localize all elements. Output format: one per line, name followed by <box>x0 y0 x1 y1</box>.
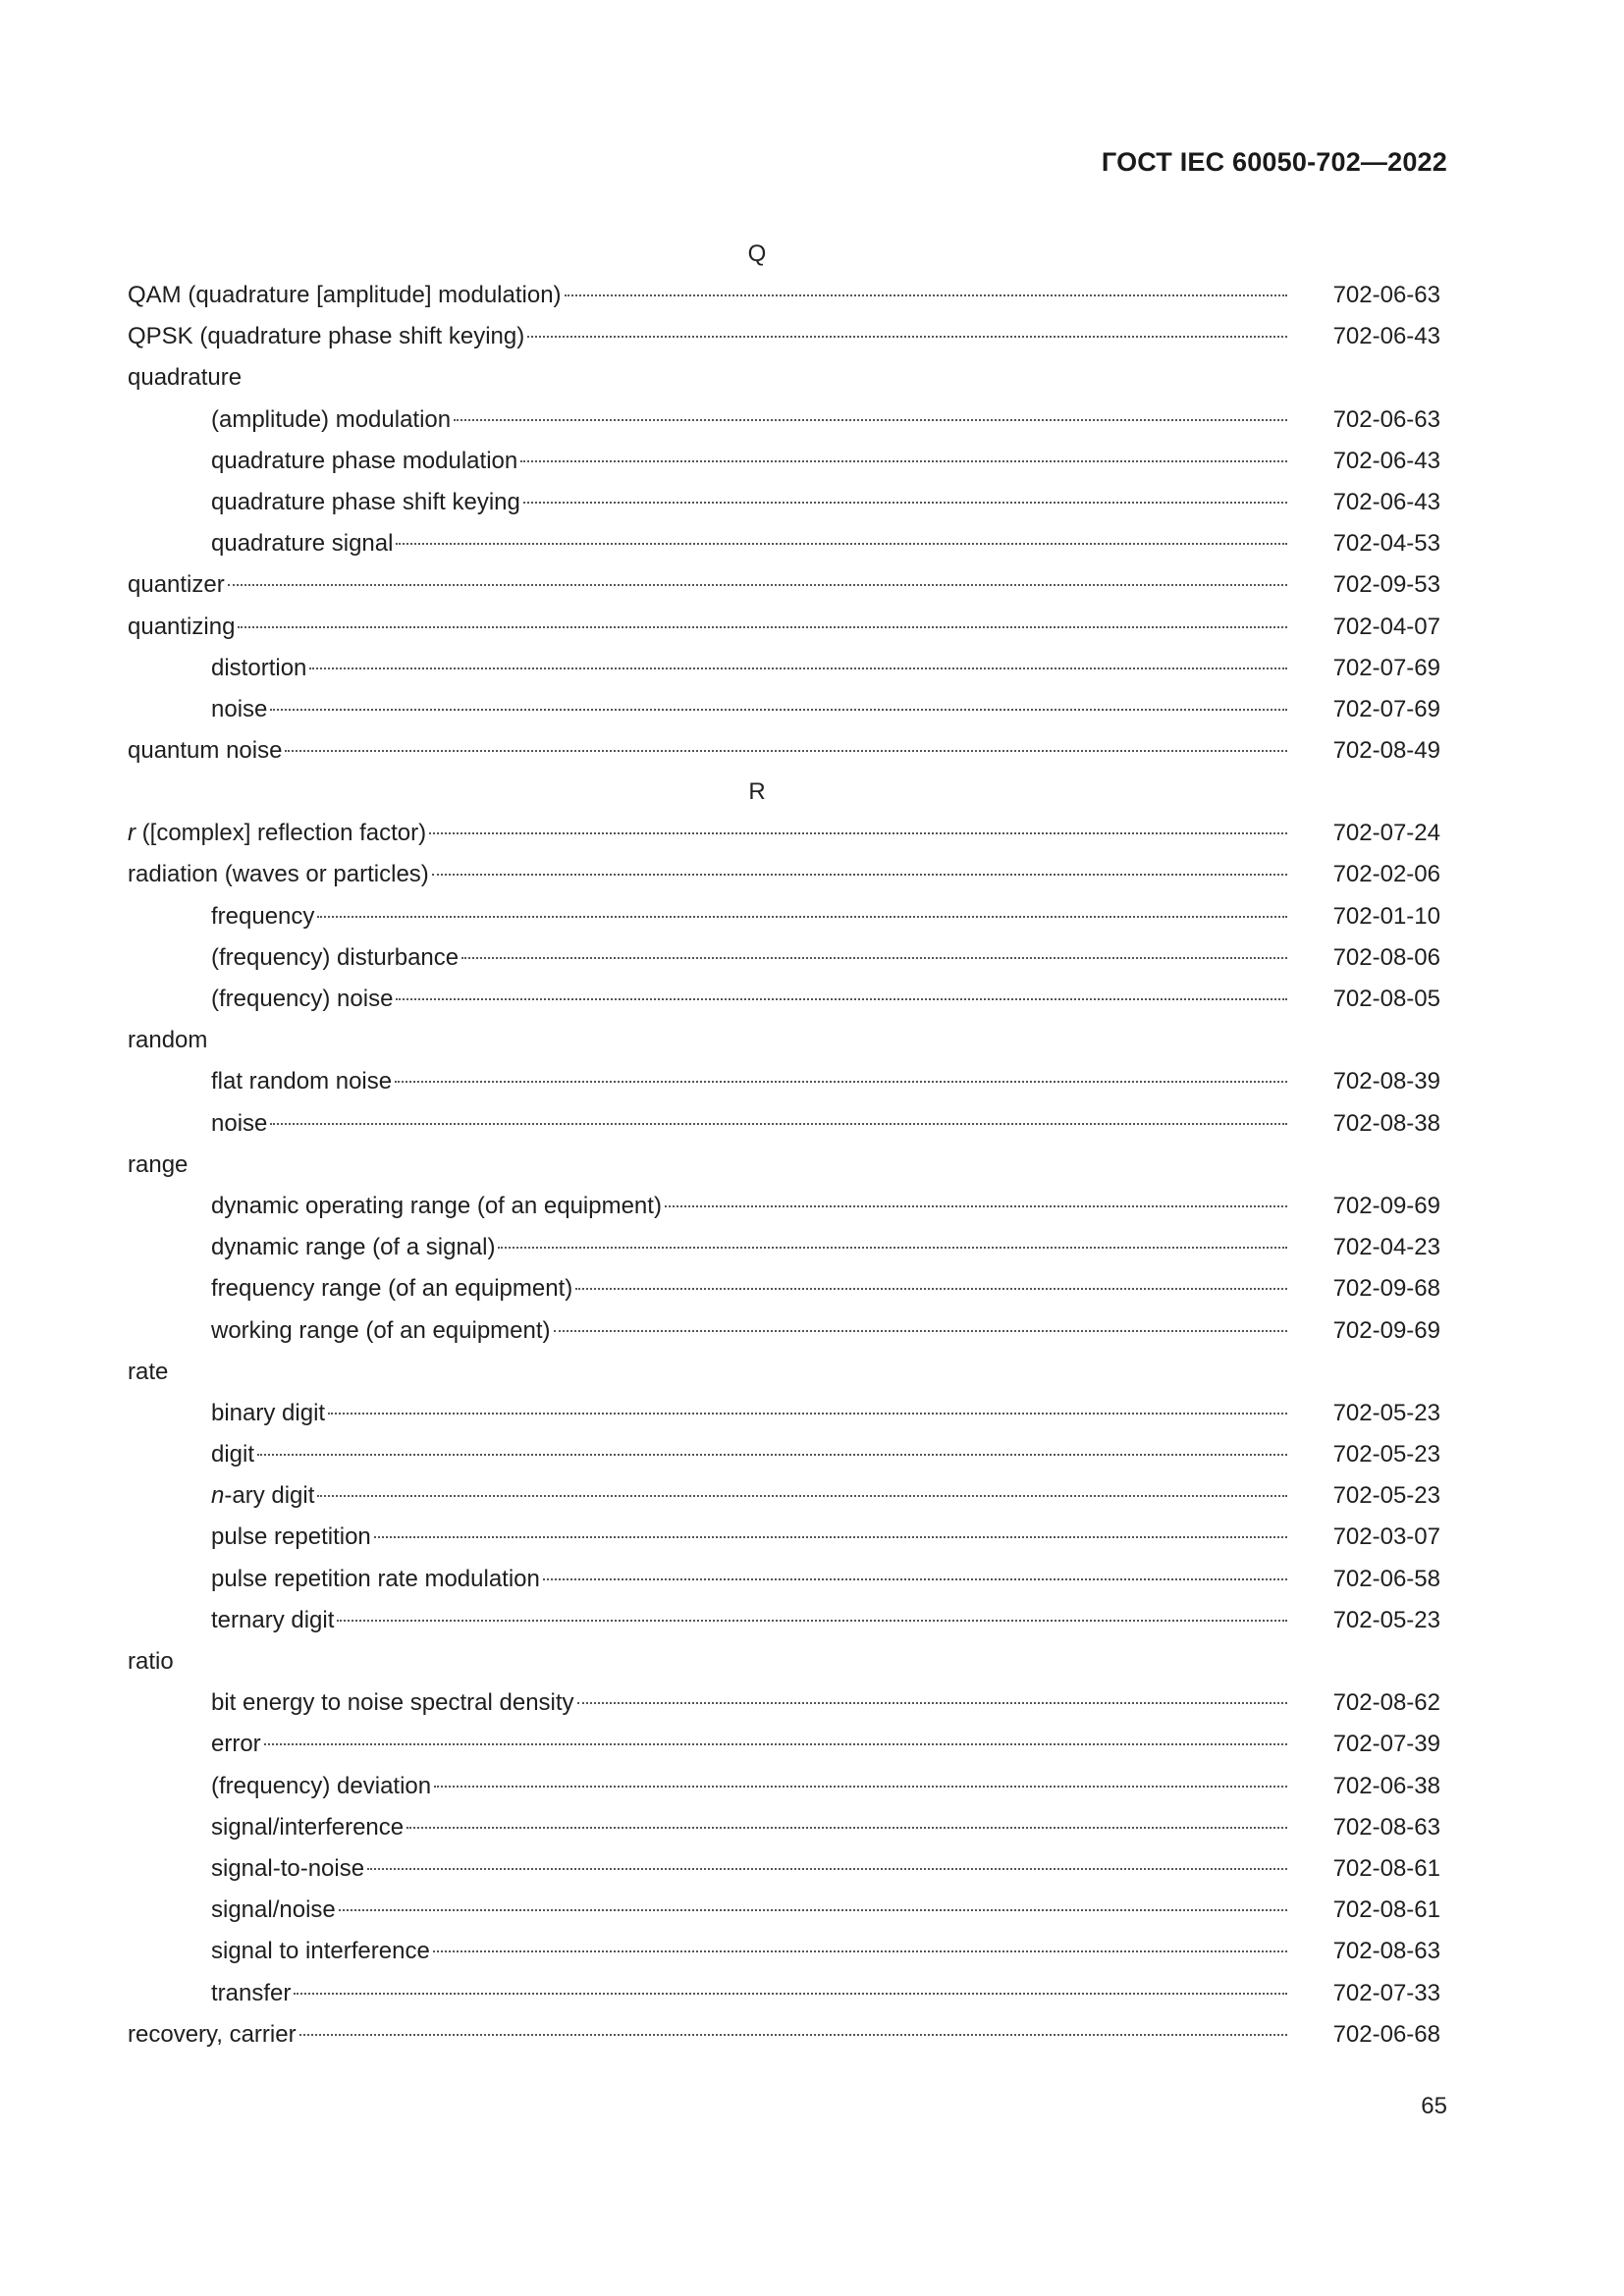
index-term: quadrature signal <box>211 530 394 558</box>
dot-leader <box>433 1950 1287 1952</box>
index-subentry <box>128 441 1440 482</box>
index-subentry <box>128 1393 1440 1434</box>
index-term: QAM (quadrature [amplitude] modulation) <box>128 282 562 308</box>
index-subentry <box>128 1600 1440 1641</box>
index-entry <box>128 1020 1440 1061</box>
index-entry <box>128 1352 1440 1393</box>
index-term: binary digit <box>211 1399 326 1426</box>
dot-leader <box>434 1786 1287 1788</box>
dot-leader <box>520 460 1287 462</box>
index-subentry <box>128 896 1440 937</box>
dot-leader <box>565 294 1287 296</box>
page-header-standard: ГОСТ IEC 60050-702—2022 <box>1101 147 1447 177</box>
dot-leader <box>454 419 1287 421</box>
index-reference: 702-06-38 <box>1332 1772 1440 1799</box>
index-reference: 702-09-68 <box>1332 1275 1440 1303</box>
index-term: signal to interference <box>211 1938 430 1965</box>
dot-leader <box>396 543 1287 545</box>
index-reference: 702-09-53 <box>1332 571 1440 599</box>
index-term: quadrature phase modulation <box>211 447 518 474</box>
dot-leader <box>498 1247 1287 1249</box>
dot-leader <box>317 916 1287 918</box>
dot-leader <box>527 336 1287 338</box>
dot-leader <box>299 2034 1287 2036</box>
dot-leader <box>543 1578 1287 1580</box>
index-reference: 702-03-07 <box>1332 1523 1440 1551</box>
index-entry <box>128 2014 1440 2056</box>
index-entry <box>128 275 1440 316</box>
dot-leader <box>309 667 1287 669</box>
index-subentry <box>128 648 1440 689</box>
index-term: flat random noise <box>211 1068 393 1095</box>
index-term: frequency <box>211 902 315 930</box>
index-subentry <box>128 937 1440 979</box>
index-entry <box>128 854 1440 895</box>
index-reference: 702-06-43 <box>1332 447 1440 474</box>
index-subentry <box>128 523 1440 564</box>
index-reference: 702-08-49 <box>1332 737 1440 765</box>
index-reference: 702-06-58 <box>1332 1565 1440 1592</box>
index-term: ratio <box>128 1648 174 1675</box>
index-entry <box>128 730 1440 772</box>
dot-leader <box>374 1536 1287 1538</box>
index-term: signal/noise <box>211 1896 336 1924</box>
index-subentry <box>128 482 1440 523</box>
index-term: (amplitude) modulation <box>211 405 452 433</box>
index-term: signal-to-noise <box>211 1854 365 1882</box>
index-entry <box>128 564 1440 606</box>
index-subentry <box>128 1227 1440 1268</box>
index-term: QPSK (quadrature phase shift keying) <box>128 323 525 350</box>
index-term: working range (of an equipment) <box>211 1316 551 1344</box>
index-term: dynamic operating range (of an equipment) <box>211 1192 662 1219</box>
index-subentry <box>128 1890 1440 1931</box>
index-term: recovery, carrier <box>128 2020 297 2048</box>
index-reference: 702-05-23 <box>1332 1482 1440 1510</box>
dot-leader <box>238 626 1287 628</box>
index-subentry <box>128 979 1440 1020</box>
index-term: distortion <box>211 654 307 681</box>
dot-leader <box>270 709 1287 711</box>
index-reference: 702-05-23 <box>1332 1399 1440 1426</box>
index-reference: 702-09-69 <box>1332 1316 1440 1344</box>
index-subentry <box>128 1807 1440 1848</box>
index-subentry <box>128 1766 1440 1807</box>
index-term: range <box>128 1150 189 1178</box>
index-term: signal/interference <box>211 1813 405 1841</box>
dot-leader <box>257 1454 1287 1456</box>
index-subentry <box>128 1186 1440 1227</box>
index-term: (frequency) disturbance <box>211 943 460 971</box>
index-reference: 702-02-06 <box>1332 861 1440 888</box>
index-term: rate <box>128 1358 169 1385</box>
index-reference: 702-06-68 <box>1332 2020 1440 2048</box>
index-term: pulse repetition rate modulation <box>211 1565 540 1592</box>
index-term: quadrature <box>128 364 243 392</box>
index-subentry <box>128 1061 1440 1102</box>
index-entry <box>128 813 1440 854</box>
index-reference: 702-04-23 <box>1332 1234 1440 1261</box>
dot-leader <box>270 1123 1287 1125</box>
index-subentry <box>128 1268 1440 1309</box>
index-subentry <box>128 1724 1440 1765</box>
index-term: random <box>128 1027 208 1054</box>
index-term: frequency range (of an equipment) <box>211 1275 573 1303</box>
index-reference: 702-01-10 <box>1332 902 1440 930</box>
index-reference: 702-08-61 <box>1332 1896 1440 1924</box>
index-subentry <box>128 1682 1440 1724</box>
index-reference: 702-08-05 <box>1332 986 1440 1012</box>
dot-leader <box>367 1868 1287 1870</box>
dot-leader <box>264 1743 1287 1745</box>
index-term: n-ary digit <box>211 1482 315 1510</box>
index-reference: 702-05-23 <box>1332 1441 1440 1468</box>
index-subentry <box>128 1475 1440 1517</box>
dot-leader <box>432 874 1287 876</box>
dot-leader <box>554 1330 1287 1332</box>
index-reference: 702-07-69 <box>1332 654 1440 681</box>
index-term: pulse repetition <box>211 1523 371 1551</box>
index-entry <box>128 1145 1440 1186</box>
index-entry <box>128 357 1440 399</box>
index-term: radiation (waves or particles) <box>128 861 429 888</box>
dot-leader <box>577 1702 1287 1704</box>
index-entry <box>128 1641 1440 1682</box>
index-term: quadrature phase shift keying <box>211 488 520 515</box>
dot-leader <box>575 1288 1287 1290</box>
letter-heading: R <box>748 778 766 806</box>
index-reference: 702-06-43 <box>1332 323 1440 350</box>
index-reference: 702-05-23 <box>1332 1606 1440 1633</box>
index-reference: 702-06-43 <box>1332 488 1440 515</box>
index-reference: 702-08-39 <box>1332 1068 1440 1095</box>
index-term: r ([complex] reflection factor) <box>128 820 427 847</box>
dot-leader <box>339 1909 1287 1911</box>
dot-leader <box>317 1495 1287 1497</box>
dot-leader <box>396 998 1287 1000</box>
index-term: quantizing <box>128 613 236 640</box>
index-reference: 702-07-24 <box>1332 820 1440 847</box>
index-entry <box>128 607 1440 648</box>
index-subentry <box>128 1310 1440 1352</box>
dot-leader <box>406 1827 1287 1829</box>
index-reference: 702-04-53 <box>1332 530 1440 558</box>
index-reference: 702-07-39 <box>1332 1731 1440 1758</box>
index-subentry <box>128 1517 1440 1558</box>
index-term: quantum noise <box>128 737 283 765</box>
index-term: transfer <box>211 1979 292 2006</box>
index-reference: 702-06-63 <box>1332 405 1440 433</box>
index-term: digit <box>211 1441 255 1468</box>
index-subentry <box>128 400 1440 441</box>
dot-leader <box>328 1413 1287 1415</box>
alphabetical-index <box>128 234 1440 2056</box>
dot-leader <box>523 502 1287 504</box>
index-reference: 702-08-38 <box>1332 1109 1440 1137</box>
index-reference: 702-06-63 <box>1332 282 1440 308</box>
index-reference: 702-08-06 <box>1332 943 1440 971</box>
dot-leader <box>285 750 1287 752</box>
index-term: ternary digit <box>211 1606 335 1633</box>
index-term: bit energy to noise spectral density <box>211 1689 574 1717</box>
index-subentry <box>128 689 1440 730</box>
index-subentry <box>128 1973 1440 2014</box>
index-term: noise <box>211 695 268 722</box>
index-term: dynamic range (of a signal) <box>211 1234 496 1261</box>
index-subentry <box>128 1559 1440 1600</box>
index-reference: 702-08-62 <box>1332 1689 1440 1717</box>
dot-leader <box>294 1993 1287 1995</box>
index-subentry <box>128 1931 1440 1972</box>
dot-leader <box>395 1081 1287 1083</box>
index-term: error <box>211 1731 261 1758</box>
index-term: (frequency) noise <box>211 986 394 1012</box>
index-reference: 702-08-63 <box>1332 1813 1440 1841</box>
index-entry <box>128 316 1440 357</box>
index-reference: 702-04-07 <box>1332 613 1440 640</box>
dot-leader <box>461 957 1287 959</box>
index-reference: 702-08-63 <box>1332 1938 1440 1965</box>
index-term: noise <box>211 1109 268 1137</box>
dot-leader <box>337 1620 1287 1622</box>
dot-leader <box>429 832 1287 834</box>
index-subentry <box>128 1434 1440 1475</box>
index-term: (frequency) deviation <box>211 1772 432 1799</box>
page-number: 65 <box>1421 2093 1447 2119</box>
index-subentry <box>128 1848 1440 1890</box>
index-reference: 702-07-33 <box>1332 1979 1440 2006</box>
index-reference: 702-09-69 <box>1332 1192 1440 1219</box>
dot-leader <box>665 1205 1287 1207</box>
index-reference: 702-08-61 <box>1332 1854 1440 1882</box>
index-term: quantizer <box>128 571 225 599</box>
dot-leader <box>228 584 1287 586</box>
letter-heading: Q <box>747 240 767 267</box>
index-reference: 702-07-69 <box>1332 695 1440 722</box>
index-subentry <box>128 1103 1440 1145</box>
